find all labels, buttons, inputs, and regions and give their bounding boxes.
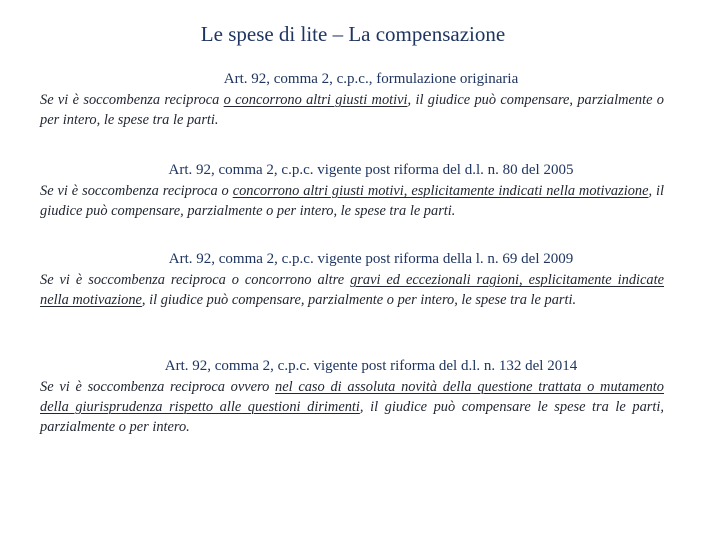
section-body [40, 270, 664, 310]
section-reform-2009 [40, 250, 664, 310]
section-heading: Art. 92, comma 2, c.p.c., formulazione originaria [223, 71, 519, 87]
body-text-underlined: nel caso di assoluta novità della questione trattata o mutamento della giurisprudenza rispetto alle questioni dirimenti [40, 379, 665, 415]
section-body [40, 90, 664, 130]
section-original-text [40, 70, 664, 130]
body-text-plain: , il giudice può compensare, parzialmente o per intero, le spese tra le parti. [141, 292, 577, 308]
body-text-underlined: gravi ed eccezionali ragioni, esplicitamente indicate nella motivazione [40, 272, 664, 308]
section-body [40, 377, 664, 437]
body-text-underlined: concorrono altri giusti motivi, esplicitamente indicati nella motivazione [232, 183, 649, 199]
body-text-plain: , il giudice può compensare, parzialmente o per intero, le spese tra le parti. [40, 183, 664, 219]
section-body [40, 181, 664, 221]
slide-title: Le spese di lite – La compensazione [200, 22, 506, 46]
section-reform-2005 [40, 161, 664, 221]
body-text-plain: Se vi è soccombenza reciproca o concorrono altre [40, 272, 351, 288]
section-reform-2014 [40, 357, 664, 437]
body-text-plain: , il giudice può compensare, parzialmente o per intero, le spese tra le parti. [40, 92, 665, 128]
body-text-underlined: o concorrono altri giusti motivi [223, 92, 408, 108]
body-text-plain: Se vi è soccombenza reciproca o [40, 183, 233, 199]
body-text-plain: Se vi è soccombenza reciproca ovvero [40, 379, 276, 395]
body-text-plain: , il giudice può compensare le spese tra le parti, parzialmente o per intero. [40, 399, 664, 435]
section-heading: Art. 92, comma 2, c.p.c. vigente post riforma del d.l. n. 80 del 2005 [168, 162, 574, 178]
section-heading: Art. 92, comma 2, c.p.c. vigente post riforma del d.l. n. 132 del 2014 [164, 358, 578, 374]
body-text-plain: Se vi è soccombenza reciproca [40, 92, 224, 108]
section-heading: Art. 92, comma 2, c.p.c. vigente post riforma della l. n. 69 del 2009 [168, 251, 574, 267]
